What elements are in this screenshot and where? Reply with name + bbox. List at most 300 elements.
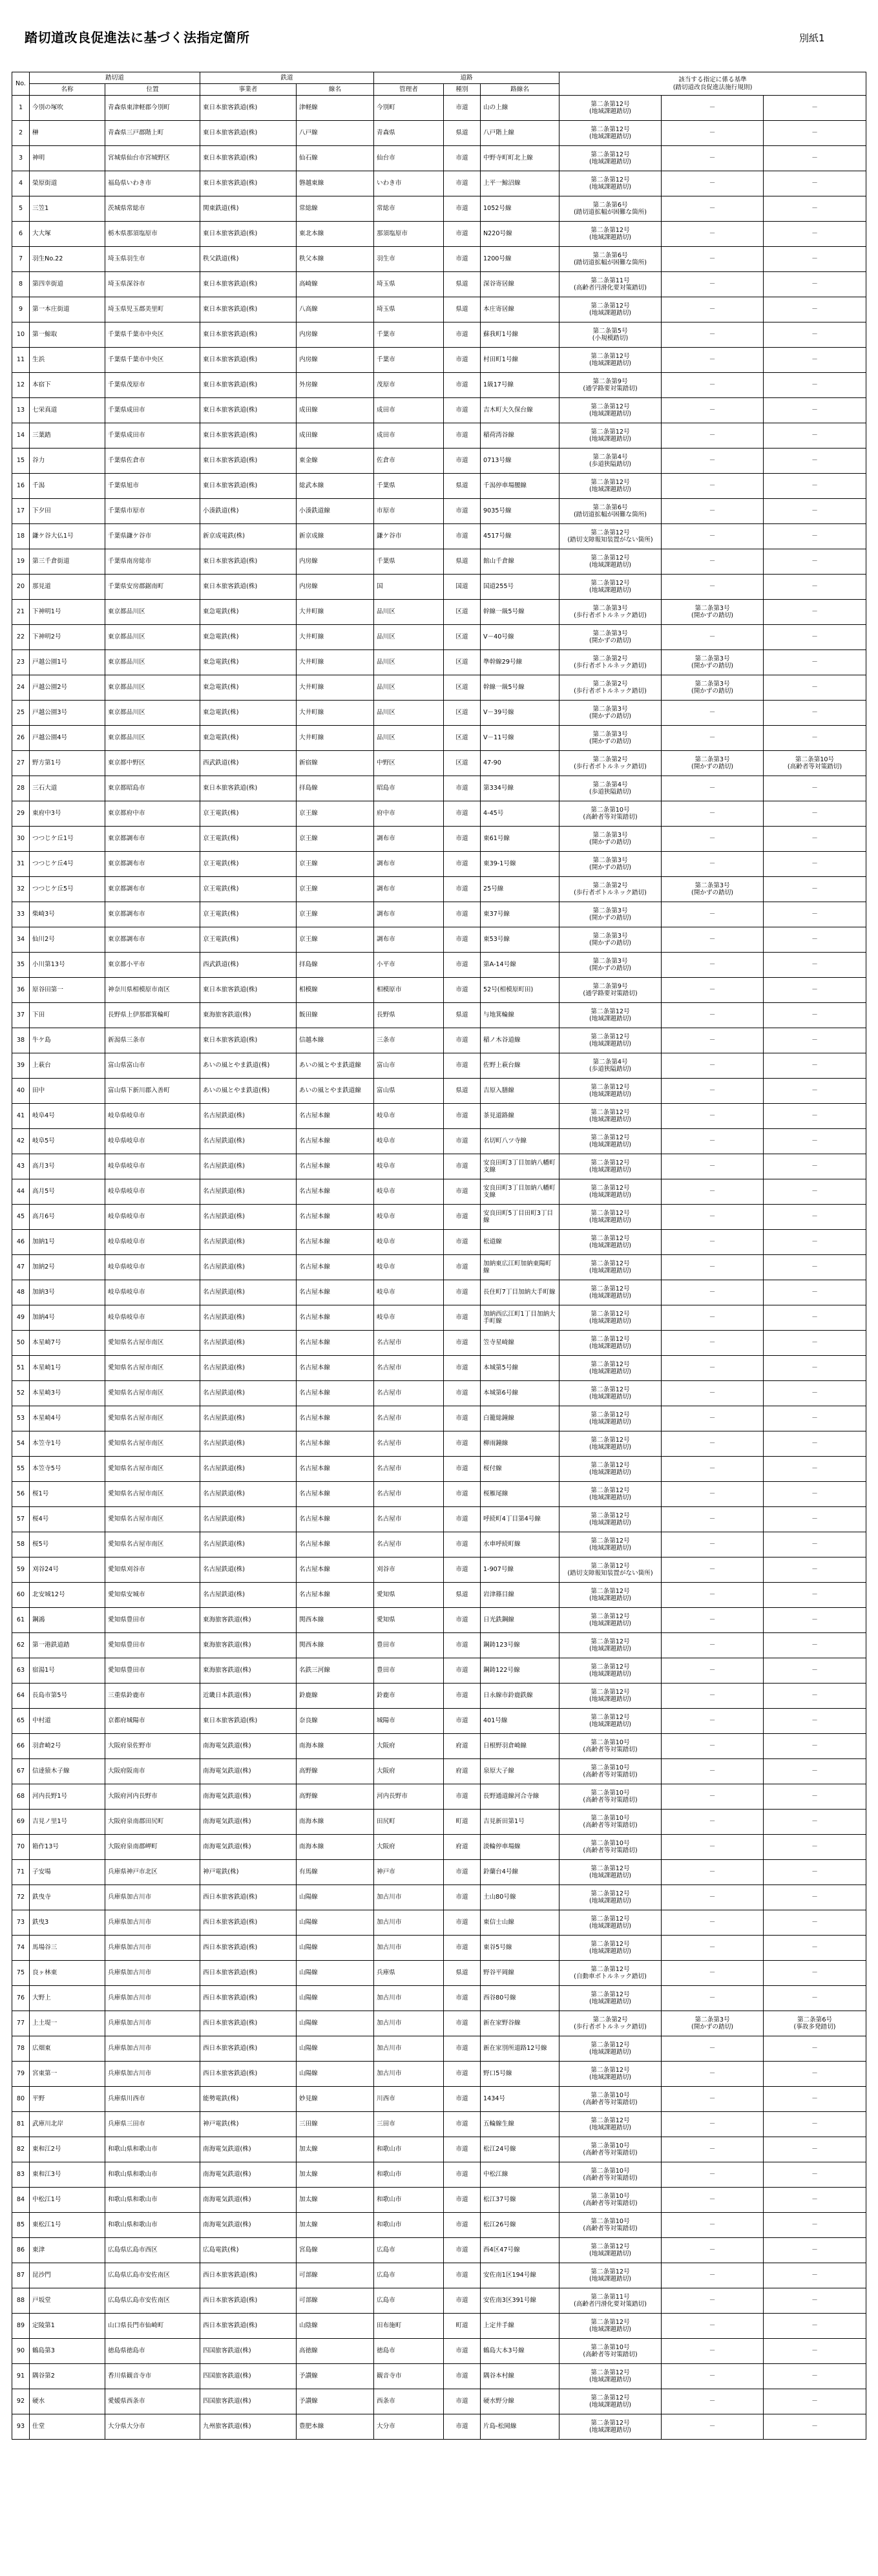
- cell-line: [297, 1507, 374, 1532]
- cell-operator-text: 西武鉄道(株): [203, 759, 239, 767]
- cell-location-text: 埼玉県深谷市: [108, 280, 145, 288]
- cell-no: [12, 1810, 30, 1835]
- cell-criteria-2-text: －: [709, 709, 716, 717]
- cell-route-text: 稲ノ木谷道線: [483, 1037, 521, 1044]
- cell-line: [297, 2263, 374, 2288]
- cell-criteria-1: [559, 1936, 662, 1961]
- cell-line: [297, 549, 374, 575]
- cell-type-text: 市道: [455, 1465, 468, 1473]
- cell-criteria-2-text: －: [709, 1490, 716, 1498]
- cell-operator-text: 名古屋鉄道(株): [203, 1566, 246, 1574]
- cell-criteria-1-text: 第二条第12号: [591, 100, 630, 108]
- cell-no-text: 25: [16, 709, 25, 717]
- cell-location-text: 兵庫県加古川市: [108, 1919, 152, 1927]
- cell-type-text: 市道: [455, 961, 468, 969]
- table-row: [12, 524, 866, 549]
- cell-name-text: 広畑東: [32, 2045, 51, 2053]
- cell-manager: [374, 1104, 444, 1129]
- cell-name-text: 本笠寺1号: [32, 1440, 61, 1448]
- cell-location-text: 東京都調布市: [108, 835, 145, 843]
- cell-line: [297, 423, 374, 449]
- cell-manager-text: 加古川市: [377, 2020, 402, 2027]
- cell-name: [30, 549, 105, 575]
- cell-manager-text: 長野県: [377, 1011, 395, 1019]
- cell-type-text: 区道: [455, 759, 468, 767]
- cell-operator: [200, 297, 297, 322]
- cell-name-text: 高月3号: [32, 1163, 55, 1170]
- cell-no: [12, 2339, 30, 2364]
- cell-criteria-3: [764, 1482, 866, 1507]
- cell-route: [481, 524, 559, 549]
- cell-manager-text: 名古屋市: [377, 1541, 402, 1548]
- cell-criteria-3-text: －: [811, 1818, 818, 1826]
- cell-criteria-3-text: －: [811, 961, 818, 969]
- cell-route-text: Ⅴ－39号線: [483, 709, 514, 717]
- cell-criteria-3: [764, 902, 866, 927]
- cell-criteria-3: [764, 1205, 866, 1230]
- cell-criteria-2: [662, 2414, 764, 2440]
- cell-manager: [374, 1658, 444, 1684]
- cell-no: [12, 348, 30, 373]
- cell-location: [105, 1684, 200, 1709]
- cell-line: [297, 449, 374, 474]
- cell-criteria-2: [662, 1532, 764, 1557]
- cell-criteria-2-text: －: [709, 2095, 716, 2103]
- cell-line-text: 大井町線: [299, 659, 324, 666]
- cell-criteria-2: [662, 398, 764, 423]
- cell-manager: [374, 701, 444, 726]
- cell-no: [12, 222, 30, 247]
- cell-manager-text: 三田市: [377, 2120, 395, 2128]
- cell-manager: [374, 2339, 444, 2364]
- cell-location: [105, 297, 200, 322]
- cell-line-text: 山陽線: [299, 2070, 318, 2078]
- cell-name: [30, 1305, 105, 1331]
- cell-line: [297, 499, 374, 524]
- cell-type: [444, 1734, 481, 1759]
- cell-manager: [374, 927, 444, 953]
- cell-line: [297, 1079, 374, 1104]
- cell-line: [297, 1784, 374, 1810]
- cell-name: [30, 1381, 105, 1406]
- cell-operator: [200, 1230, 297, 1255]
- cell-no: [12, 1028, 30, 1053]
- cell-name: [30, 196, 105, 222]
- cell-line-text: 高野線: [299, 1793, 318, 1800]
- cell-line: [297, 827, 374, 852]
- cell-no-text: 18: [16, 533, 25, 540]
- cell-no-text: 22: [16, 633, 25, 641]
- cell-manager-text: 那須塩原市: [377, 230, 408, 238]
- cell-criteria-1: [559, 2137, 662, 2162]
- cell-criteria-2-text: －: [709, 1717, 716, 1725]
- cell-route: [481, 1583, 559, 1608]
- cell-location-text: 栃木県那須塩原市: [108, 230, 158, 238]
- cell-criteria-1-text: (歩道狭隘踏切): [589, 1066, 632, 1073]
- cell-manager: [374, 2389, 444, 2414]
- cell-route: [481, 222, 559, 247]
- cell-manager: [374, 1482, 444, 1507]
- cell-no-text: 51: [16, 1364, 25, 1372]
- cell-line: [297, 1230, 374, 1255]
- cell-no: [12, 1305, 30, 1331]
- cell-location-text: 千葉県成田市: [108, 432, 145, 439]
- cell-operator-text: 名古屋鉄道(株): [203, 1314, 246, 1322]
- cell-name: [30, 675, 105, 701]
- cell-criteria-3: [764, 222, 866, 247]
- cell-criteria-1-text: 第二条第12号: [591, 1688, 630, 1696]
- cell-criteria-1: [559, 1381, 662, 1406]
- cell-name-text: 東松江1号: [32, 2221, 61, 2229]
- cell-name-text: 上土堤一: [32, 2020, 57, 2027]
- cell-type-text: 市道: [455, 1339, 468, 1347]
- cell-no-text: 32: [16, 885, 25, 893]
- cell-location: [105, 877, 200, 902]
- cell-criteria-3-text: －: [811, 381, 818, 389]
- cell-manager-text: 羽生市: [377, 255, 395, 263]
- cell-criteria-1: [559, 1079, 662, 1104]
- cell-criteria-2: [662, 1583, 764, 1608]
- cell-location-text: 岐阜県岐阜市: [108, 1213, 145, 1221]
- cell-criteria-2: [662, 1028, 764, 1053]
- cell-no-text: 56: [16, 1490, 25, 1498]
- cell-criteria-2: [662, 1734, 764, 1759]
- cell-criteria-3-text: －: [811, 482, 818, 490]
- cell-criteria-3-text: －: [811, 507, 818, 515]
- cell-line-text: 新宿線: [299, 759, 318, 767]
- cell-criteria-2: [662, 1305, 764, 1331]
- table-row: [12, 1381, 866, 1406]
- cell-criteria-1-text: 第二条第12号: [591, 1915, 630, 1923]
- cell-criteria-2: [662, 1633, 764, 1658]
- cell-name: [30, 852, 105, 877]
- cell-location-text: 愛知県安城市: [108, 1591, 145, 1599]
- cell-location-text: 徳島県徳島市: [108, 2347, 145, 2355]
- cell-manager-text: 調布市: [377, 911, 395, 918]
- cell-line: [297, 978, 374, 1003]
- cell-operator: [200, 2364, 297, 2389]
- cell-name-text: 東和江3号: [32, 2171, 61, 2179]
- cell-criteria-1-text: (地域課題踏切): [589, 1897, 632, 1905]
- cell-route-text: 4517号線: [483, 533, 512, 540]
- cell-name-text: 中松江1号: [32, 2196, 61, 2204]
- cell-no-text: 80: [16, 2095, 25, 2103]
- cell-criteria-3-text: －: [811, 1843, 818, 1851]
- cell-name: [30, 701, 105, 726]
- cell-name-text: 榊: [32, 129, 39, 137]
- cell-type-text: 市道: [455, 785, 468, 792]
- cell-criteria-1-text: (地域課題踏切): [589, 1015, 632, 1022]
- cell-name-text: 三石大道: [32, 785, 57, 792]
- cell-criteria-1: [559, 499, 662, 524]
- cell-type: [444, 1759, 481, 1784]
- cell-criteria-1: [559, 423, 662, 449]
- cell-location-text: 兵庫県加古川市: [108, 1894, 152, 1901]
- cell-operator: [200, 1104, 297, 1129]
- cell-criteria-2-text: －: [709, 1238, 716, 1246]
- cell-manager-text: 河内長野市: [377, 1793, 408, 1800]
- cell-manager: [374, 1457, 444, 1482]
- table-row: [12, 1810, 866, 1835]
- cell-no-text: 60: [16, 1591, 25, 1599]
- cell-line: [297, 2364, 374, 2389]
- cell-criteria-3-text: －: [811, 2423, 818, 2431]
- cell-line: [297, 222, 374, 247]
- cell-route-text: 与地箕輪線: [483, 1011, 514, 1019]
- cell-criteria-1-text: 第二条第2号: [592, 755, 628, 763]
- cell-operator: [200, 1961, 297, 1986]
- cell-location: [105, 2188, 200, 2213]
- cell-name-text: 高月6号: [32, 1213, 55, 1221]
- cell-criteria-3-text: －: [811, 684, 818, 692]
- cell-operator: [200, 1810, 297, 1835]
- cell-criteria-1-text: (歩道狭隘踏切): [589, 788, 632, 796]
- cell-criteria-1-text: 第二条第10号: [591, 2167, 630, 2175]
- cell-operator-text: 東急電鉄(株): [203, 709, 239, 717]
- cell-manager: [374, 978, 444, 1003]
- cell-manager-text: 加古川市: [377, 1944, 402, 1952]
- cell-line: [297, 196, 374, 222]
- cell-criteria-1-text: 第二条第12号: [591, 2369, 630, 2376]
- cell-location: [105, 1910, 200, 1936]
- cell-route: [481, 1910, 559, 1936]
- cell-name: [30, 1936, 105, 1961]
- cell-operator: [200, 726, 297, 751]
- cell-criteria-3: [764, 575, 866, 600]
- cell-type: [444, 373, 481, 398]
- cell-criteria-2: [662, 650, 764, 675]
- cell-criteria-2-text: －: [709, 1415, 716, 1422]
- cell-line: [297, 801, 374, 827]
- cell-type: [444, 1331, 481, 1356]
- cell-location: [105, 2137, 200, 2162]
- cell-name: [30, 1885, 105, 1910]
- cell-name-text: 大野上: [32, 1994, 51, 2002]
- cell-name-text: 信達猿木子線: [32, 1768, 70, 1775]
- cell-operator-text: 名古屋鉄道(株): [203, 1263, 246, 1271]
- cell-type-text: 市道: [455, 1717, 468, 1725]
- cell-criteria-1-text: 第二条第12号: [591, 1537, 630, 1545]
- cell-criteria-1-text: 第二条第12号: [591, 1638, 630, 1645]
- cell-location: [105, 1986, 200, 2011]
- cell-location-text: 宮城県仙台市宮城野区: [108, 154, 170, 162]
- cell-type: [444, 2188, 481, 2213]
- cell-operator-text: 西日本旅客鉄道(株): [203, 1919, 258, 1927]
- cell-criteria-1-text: 第二条第10号: [591, 2091, 630, 2099]
- cell-criteria-1: [559, 2112, 662, 2137]
- cell-criteria-3: [764, 600, 866, 625]
- cell-type-text: 市道: [455, 230, 468, 238]
- cell-location: [105, 2238, 200, 2263]
- cell-manager: [374, 2188, 444, 2213]
- cell-criteria-2: [662, 1835, 764, 1860]
- cell-name-text: 上萩台: [32, 1062, 51, 1070]
- cell-line-text: 山陽線: [299, 1969, 318, 1977]
- cell-criteria-3: [764, 2364, 866, 2389]
- cell-no-text: 78: [16, 2045, 25, 2053]
- cell-route: [481, 776, 559, 801]
- cell-operator-text: 東海旅客鉄道(株): [203, 1667, 251, 1674]
- cell-criteria-1-text: 第二条第10号: [591, 2192, 630, 2200]
- cell-type: [444, 247, 481, 272]
- cell-route-text: 日根野羽倉崎線: [483, 1742, 527, 1750]
- table-row: [12, 2314, 866, 2339]
- cell-criteria-1-text: (地域課題踏切): [589, 1948, 632, 1955]
- cell-criteria-1: [559, 1835, 662, 1860]
- cell-location: [105, 1356, 200, 1381]
- cell-operator: [200, 524, 297, 549]
- cell-manager: [374, 1381, 444, 1406]
- cell-route: [481, 2036, 559, 2062]
- cell-line: [297, 953, 374, 978]
- cell-criteria-1-text: 第二条第3号: [592, 957, 628, 965]
- cell-criteria-3-text: －: [811, 1188, 818, 1196]
- cell-location: [105, 1784, 200, 1810]
- cell-criteria-1-text: 第二条第5号: [592, 327, 628, 335]
- cell-manager-text: 調布市: [377, 885, 395, 893]
- cell-criteria-1: [559, 1205, 662, 1230]
- cell-location-text: 大阪府泉佐野市: [108, 1742, 152, 1750]
- cell-criteria-3-text: －: [811, 734, 818, 742]
- cell-line-text: 山陽線: [299, 1944, 318, 1952]
- cell-manager-text: 加古川市: [377, 1894, 402, 1901]
- cell-no-text: 63: [16, 1667, 25, 1674]
- cell-location: [105, 600, 200, 625]
- cell-type-text: 市道: [455, 1490, 468, 1498]
- cell-route-text: 安良田町3丁目加納八幡町支線: [483, 1159, 556, 1174]
- cell-name: [30, 272, 105, 297]
- table-row: [12, 1129, 866, 1154]
- cell-criteria-3-text: －: [811, 2272, 818, 2279]
- table-row: [12, 953, 866, 978]
- cell-manager: [374, 2036, 444, 2062]
- cell-location: [105, 1936, 200, 1961]
- cell-line: [297, 474, 374, 499]
- table-row: [12, 1583, 866, 1608]
- table-row: [12, 1280, 866, 1305]
- cell-criteria-3: [764, 1633, 866, 1658]
- cell-manager: [374, 2414, 444, 2440]
- cell-criteria-1: [559, 827, 662, 852]
- cell-no: [12, 1658, 30, 1684]
- table-row: [12, 1230, 866, 1255]
- cell-line-text: 山陽線: [299, 2020, 318, 2027]
- cell-location-text: 兵庫県加古川市: [108, 1994, 152, 2002]
- cell-line: [297, 2137, 374, 2162]
- cell-location-text: 東京都中野区: [108, 759, 145, 767]
- cell-criteria-2: [662, 499, 764, 524]
- table-row: [12, 2238, 866, 2263]
- cell-location: [105, 2339, 200, 2364]
- cell-criteria-3-text: －: [811, 608, 818, 616]
- cell-criteria-1-text: 第二条第2号: [592, 882, 628, 889]
- cell-line-text: 信越本線: [299, 1037, 324, 1044]
- cell-criteria-2-text: －: [709, 255, 716, 263]
- header-criteria-line2: (踏切道改良促進法施行規則): [673, 83, 753, 91]
- cell-type-text: 市道: [455, 2020, 468, 2027]
- cell-criteria-3: [764, 449, 866, 474]
- cell-name: [30, 2238, 105, 2263]
- cell-location: [105, 751, 200, 776]
- table-row: [12, 247, 866, 272]
- cell-location: [105, 1507, 200, 1532]
- cell-location-text: 大阪府阪南市: [108, 1768, 145, 1775]
- cell-route-text: 千潟停車場腰線: [483, 482, 527, 490]
- cell-criteria-1: [559, 348, 662, 373]
- cell-manager: [374, 146, 444, 171]
- cell-manager-text: 名古屋市: [377, 1440, 402, 1448]
- cell-criteria-1-text: (地域課題踏切): [589, 2124, 632, 2131]
- cell-criteria-1: [559, 1784, 662, 1810]
- cell-type: [444, 953, 481, 978]
- cell-criteria-2: [662, 2112, 764, 2137]
- cell-criteria-3: [764, 1104, 866, 1129]
- cell-criteria-1: [559, 1482, 662, 1507]
- cell-name-text: 東津: [32, 2246, 45, 2254]
- cell-type: [444, 1053, 481, 1079]
- cell-line: [297, 171, 374, 196]
- cell-criteria-3: [764, 1154, 866, 1179]
- cell-criteria-1: [559, 902, 662, 927]
- cell-criteria-2-text: －: [709, 1868, 716, 1876]
- cell-location-text: 東京都品川区: [108, 633, 145, 641]
- cell-no-text: 2: [18, 129, 23, 137]
- cell-operator-text: 西日本旅客鉄道(株): [203, 2272, 258, 2279]
- cell-criteria-3-text: －: [811, 1969, 818, 1977]
- cell-location-text: 広島県広島市西区: [108, 2246, 158, 2254]
- table-header-row-1: [12, 72, 866, 84]
- cell-criteria-2-text: －: [709, 306, 716, 313]
- table-row: [12, 1961, 866, 1986]
- cell-no: [12, 1331, 30, 1356]
- cell-route: [481, 1305, 559, 1331]
- cell-line-text: 京王線: [299, 860, 318, 868]
- cell-criteria-1-text: (地域課題踏切): [589, 1645, 632, 1652]
- cell-criteria-2-text: －: [709, 1969, 716, 1977]
- cell-criteria-3-text: －: [811, 230, 818, 238]
- cell-manager-text: 品川区: [377, 633, 395, 641]
- cell-operator-text: 名古屋鉄道(株): [203, 1137, 246, 1145]
- cell-no-text: 65: [16, 1717, 25, 1725]
- cell-line-text: あいの風とやま鉄道線: [299, 1087, 361, 1095]
- cell-route: [481, 549, 559, 575]
- cell-operator-text: 南海電気鉄道(株): [203, 2146, 251, 2153]
- cell-criteria-3: [764, 1331, 866, 1356]
- cell-criteria-3-text: －: [811, 255, 818, 263]
- cell-location: [105, 726, 200, 751]
- cell-criteria-1-text: 第二条第10号: [591, 806, 630, 814]
- cell-name: [30, 1406, 105, 1431]
- cell-manager: [374, 2137, 444, 2162]
- cell-route-text: 吉木町大久保台線: [483, 406, 533, 414]
- cell-name-text: 羽生No.22: [32, 255, 63, 263]
- table-row: [12, 675, 866, 701]
- cell-line-text: 豊肥本線: [299, 2423, 324, 2431]
- cell-criteria-1-text: (地域課題踏切): [589, 1318, 632, 1325]
- cell-operator: [200, 1557, 297, 1583]
- cell-route: [481, 1003, 559, 1028]
- cell-criteria-1-text: (地域課題踏切): [589, 1167, 632, 1174]
- cell-route-text: 茶見道路線: [483, 1112, 514, 1120]
- table-row: [12, 625, 866, 650]
- cell-operator: [200, 1986, 297, 2011]
- cell-criteria-1-text: 第二条第2号: [592, 680, 628, 688]
- cell-name-text: 本宿下: [32, 381, 51, 389]
- cell-name-text: 七栄真道: [32, 406, 57, 414]
- cell-route-text: 安佐南1区194号線: [483, 2272, 536, 2279]
- cell-type: [444, 2263, 481, 2288]
- cell-manager: [374, 1835, 444, 1860]
